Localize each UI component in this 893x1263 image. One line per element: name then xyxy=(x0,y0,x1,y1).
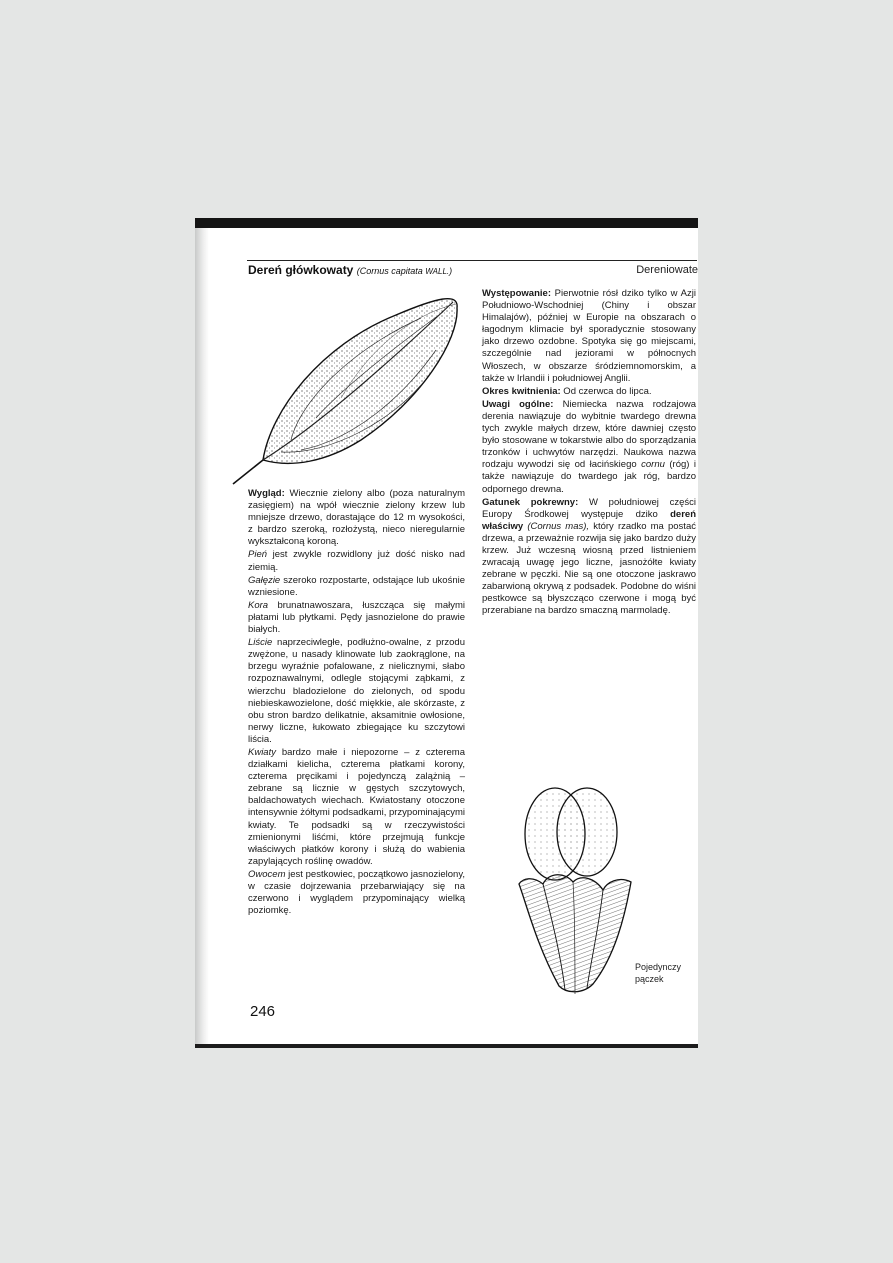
paragraph-branches: Gałęzie szeroko rozpostarte, odstające lub ukośnie wzniesione. xyxy=(248,574,465,598)
paragraph-bark: Kora brunatnawoszara, łuszcząca się małymi płatami lub płytkami. Pędy jasnozielone do prawie białych. xyxy=(248,599,465,636)
paragraph-occurrence: Występowanie: Pierwotnie rósł dziko tylko w Azji Południowo-Wschodniej (Chiny i obszar Himalajów), później w Europie na obszarach o łagodnym klimacie był sporadycznie stosowany jako drzewo ozdobne. Spotyka się go miejscami, szczególnie nad jeziorami w północnych Włoszech, w obszarze śródziemnomorskim, a także w Irlandii i południowej Anglii. xyxy=(482,288,696,384)
paragraph-flowers: Kwiaty bardzo małe i niepozorne – z czterema działkami kielicha, czterema płatkami korony, czterema pręcikami i pojedynczą zalążnią – zebrane są licznie w gęstych szczytowych, baldachowatych wiechach. Kwiatostany otoczone intensywnie żółtymi podsadkami, przypominającymi kwiaty. Te podsadki są w rzeczywistości zmienionymi liśćmi, które przejmują funkcje właściwych płatków korony i służą do wabienia zapylających roślinę owadów. xyxy=(248,746,466,867)
scan-top-edge xyxy=(195,218,698,228)
bud-illustration xyxy=(515,786,635,998)
paragraph-related-species: Gatunek pokrewny: W południowej części Europy Środkowej występuje dziko dereń właściwy (Cornus mas), który rzadko ma postać drzewa, a przeważnie rozwija się jako bardzo duży krzew. Już wczesną wiosną przed listnieniem zwracają uwagę jego liczne, jasnożółte kwiaty zebrane w pęczki. Nie są one otoczone jaskrawo zabarwioną okrywą z podsadek. Podobne do wiśni pestkowce są błyszcząco czerwone i mogą być przerabiane na bardzo smaczną marmoladę. xyxy=(482,496,696,617)
scan-bottom-edge xyxy=(195,1044,698,1048)
paragraph-flowering: Okres kwitnienia: Od czerwca do lipca. xyxy=(482,385,652,397)
page-title xyxy=(248,263,452,277)
right-text-column xyxy=(482,288,696,619)
bud-caption: Pojedynczy pączek xyxy=(635,962,682,984)
species-name: Dereń główkowaty xyxy=(248,263,354,277)
family-name: Dereniowate xyxy=(636,264,698,276)
scanned-page xyxy=(195,218,698,1048)
paragraph-trunk: Pień jest zwykle rozwidlony już dość nisko nad ziemią. xyxy=(248,549,465,573)
left-text-column xyxy=(248,488,465,918)
paragraph-appearance: Wygląd: Wiecznie zielony albo (poza naturalnym zasięgiem) na wpół wiecznie zielony krzew lub mniejsze drzewo, dorastające do 12 m wysokości, z bardzo szeroką, rozłożystą, nieco nieregularnie wykształconą koroną. xyxy=(248,488,465,548)
page-number: 246 xyxy=(250,1003,276,1020)
paragraph-fruit: Owocem jest pestkowiec, początkowo jasnozielony, w czasie dojrzewania przebarwiający się na czerwono i wyglądem przypominający wielką poziomkę. xyxy=(248,868,465,917)
leaf-illustration xyxy=(231,290,463,486)
paragraph-leaves: Liście naprzeciwległe, podłużno-owalne, z przodu zwężone, u nasady klinowate lub zaokrąglone, na brzegu wyraźnie pofalowane, z nielicznymi, słabo rozpoznawalnymi, odlegle stojącymi ząbkami, z wierzchu bladozielone do zielonych, od spodu niebieskawozielone, dość miękkie, ale skórzaste, z obu stron bardzo delikatnie, aksamitnie owłosione, nerwy liczne, łukowato zbiegające ku szczytowi liścia. xyxy=(248,637,465,745)
paragraph-remarks: Uwagi ogólne: Niemiecka nazwa rodzajowa derenia nawiązuje do wybitnie twardego drewna tych zwykle małych drzew, które dawniej często było stosowane w tokarstwie albo do sporządzania trzonków i uchwytów narzędzi. Naukowa nazwa rodzaju wywodzi się od łacińskiego cornu (róg) i także nawiązuje do twardego jak róg, bardzo odpornego drewna. xyxy=(482,398,696,495)
latin-name: (Cornus capitata WALL.) xyxy=(356,266,453,276)
header-rule xyxy=(247,260,697,261)
scan-gutter-shadow xyxy=(195,228,209,1044)
